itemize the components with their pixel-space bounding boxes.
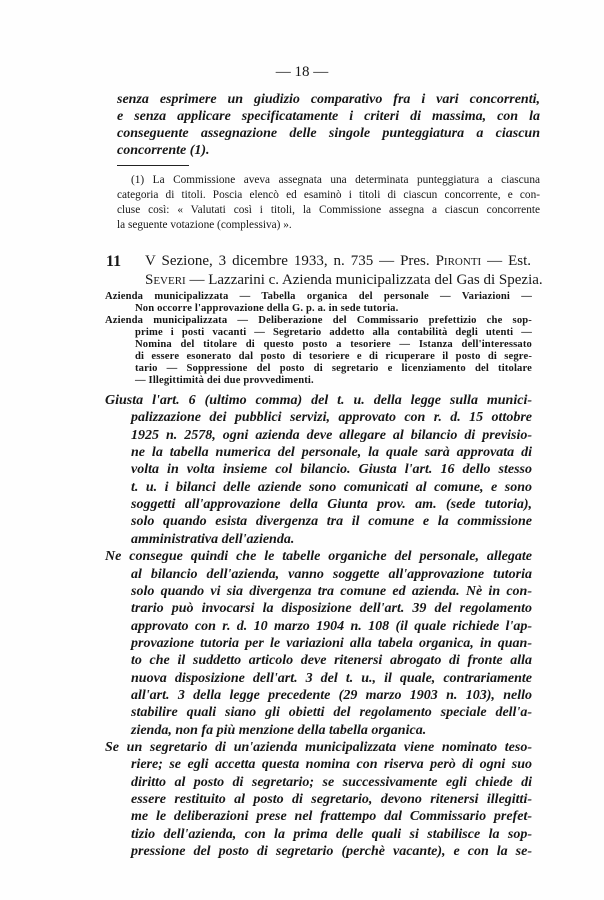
body-line: volta in volta insieme col bilancio. Giusta l'art. 16 dello stesso: [131, 462, 532, 478]
body-line: trario può invocarsi la disposizione dell'art. 39 del regolamento: [131, 601, 532, 617]
body-line: amministrativa dell'azienda.: [131, 531, 295, 547]
headnote-line: tario — Soppressione del posto di segretario e licenziamento del titolare: [135, 363, 532, 374]
body-line: pressione del posto di segretario (perchè vacante), e con la se-: [131, 844, 532, 860]
headnote-line: Nomina del titolare di questo posto a tesoriere — Istanza dell'interessato: [135, 339, 532, 350]
text-line: senza esprimere un giudizio comparativo fra i vari concorrenti,: [117, 92, 540, 107]
body-line: approvato con r. d. 10 marzo 1904 n. 108 (il quale richiede l'ap-: [131, 618, 532, 634]
body-line: stabilire quali siano gli obietti del regolamento speciale dell'a-: [131, 705, 532, 721]
body-line: al bilancio dell'azienda, vanno soggette all'approvazione tutoria: [131, 566, 532, 582]
headnote-line: Azienda municipalizzata — Tabella organica del personale — Variazioni —: [105, 291, 532, 302]
headnote-line: — Illegittimità dei due provvedimenti.: [135, 375, 314, 386]
page-number: — 18 —: [275, 64, 329, 80]
body-line: solo quando esista divergenza tra il comune e la commissione: [131, 514, 532, 530]
president-name: Pironti: [435, 253, 482, 269]
court-section-date: V Sezione, 3 dicembre 1933, n. 735 — Pres.: [145, 253, 436, 269]
body-line: to che il suddetto articolo deve ritenersi abrogato di fronte alla: [131, 653, 532, 669]
est-label: — Est.: [481, 253, 532, 269]
estensore-name: Severi: [145, 272, 186, 288]
decision-number: 11: [106, 253, 122, 270]
body-line: all'art. 3 della legge precedente (29 marzo 1903 n. 103), nello: [131, 687, 532, 703]
body-line: 1925 n. 2578, ogni azienda deve allegare al bilancio di previsio-: [131, 427, 532, 443]
body-line: soggetti all'approvazione della Giunta prov. am. (sede tutoria),: [131, 497, 532, 513]
body-line: nuova disposizione dell'art. 3 del t. u., il quale, contrariamente: [131, 670, 532, 686]
headnote-line: Non occorre l'approvazione della G. p. a. in sede tutoria.: [135, 303, 399, 314]
body-line: me le deliberazioni prese nel frattempo dal Commissario prefet-: [131, 809, 532, 825]
body-line: palizzazione dei pubblici servizi, approvato con r. d. 15 ottobre: [131, 410, 532, 426]
headnote-line: di essere esonerato dal posto di tesoriere e di ricuperare il posto di segre-: [135, 351, 532, 362]
decision-citation-line-2: [145, 272, 543, 288]
footnote-line: cluse così: « Valutati così i titoli, la Commissione assegna a ciascun concorrente: [117, 204, 540, 216]
body-line: tizio dell'azienda, con la prima delle quali si stabilisce la sop-: [131, 826, 532, 842]
body-line: ne la tabella numerica del personale, la quale sarà approvata di: [131, 445, 532, 461]
body-line: Se un segretario di un'azienda municipalizzata viene nominato teso-: [105, 740, 532, 755]
text-line: concorrente (1).: [117, 143, 210, 158]
text-line: e senza applicare specificatamente i criteri di massima, con la: [117, 109, 540, 124]
text-line: conseguente assegnazione delle singole punteggiatura a ciascun: [117, 126, 540, 141]
body-line: diritto al posto di segretario; se successivamente egli chiede di: [131, 774, 532, 790]
headnote-line: Azienda municipalizzata — Deliberazione del Commissario prefettizio che sop-: [105, 315, 532, 326]
footnote-line: (1) La Commissione aveva assegnata una determinata punteggiatura a ciascuna: [131, 174, 540, 186]
body-line: solo quando vi sia divergenza tra comune ed azienda. Nè in con-: [131, 583, 532, 599]
footnote-line: categoria di titoli. Poscia elencò ed esaminò i titoli di ciascun concorrente, e con-: [117, 189, 540, 201]
body-line: riere; se egli accetta questa nomina con riserva però di ogni suo: [131, 757, 532, 773]
footnote-line: la seguente votazione (complessiva) ».: [117, 219, 292, 231]
body-line: essere restituito al posto di segretario, devono ritenersi illegitti-: [131, 792, 532, 808]
parties: — Lazzarini c. Azienda municipalizzata del Gas di Spezia.: [185, 272, 543, 288]
body-line: Ne consegue quindi che le tabelle organiche del personale, allegate: [105, 549, 532, 565]
body-line: Giusta l'art. 6 (ultimo comma) del t. u. della legge sulla munici-: [105, 393, 532, 408]
body-line: zienda, non fa più menzione della tabella organica.: [131, 722, 427, 738]
headnote-line: prime i posti vacanti — Segretario addetto alla contabilità degli utenti —: [135, 327, 532, 338]
body-line: provazione tutoria per le variazioni alla tabela organica, in quan-: [131, 635, 532, 651]
decision-citation-line-1: [145, 254, 531, 269]
body-line: t. u. i bilanci delle aziende sono comunicati al comune, e sono: [131, 479, 532, 495]
footnote-divider: [117, 165, 189, 166]
